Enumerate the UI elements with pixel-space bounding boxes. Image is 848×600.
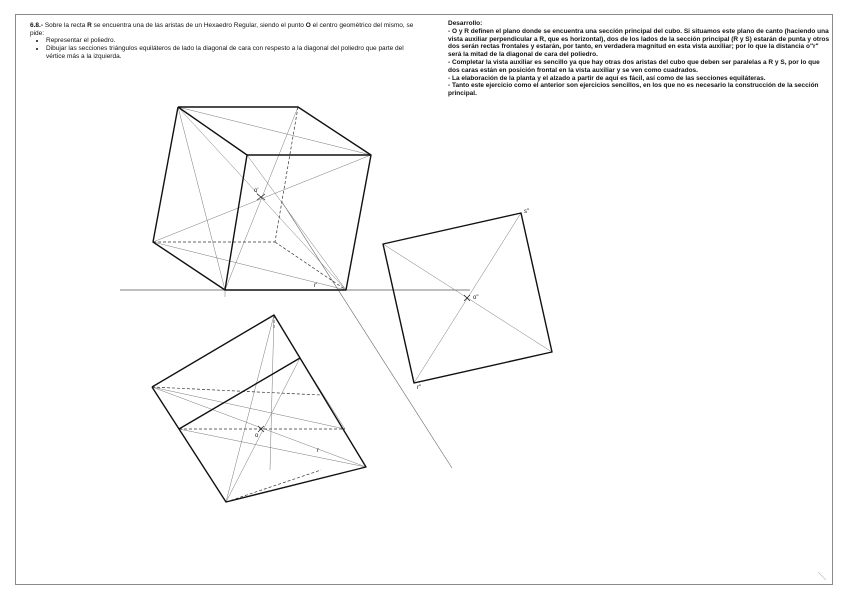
statement-intro: 6.8.- Sobre la recta R se encuentra una de las aristas de un Hexaedro Regular, siendo el punto O el centro geométrico del mismo, se pide: [30, 22, 414, 37]
development-line: - O y R definen el plano donde se encuentra una sección principal del cubo. Si situamos este plano de canto (haciendo una vista auxiliar perpendicular a R, que es horizontal), dos de los lados de la sección principal (R y S) estarán de punta y otros dos serán rectas frontales y estarán, por tanto, en verdadera magnitud en esta vista auxiliar; por lo que la distancia o"r" será la mitad de la diagonal de cara del poliedro. [448, 27, 830, 59]
exercise-number: 6.8.- [30, 22, 44, 29]
development-line: - La elaboración de la planta y el alzado a partir de aquí es fácil, así como de las secciones equiláteras. [448, 74, 766, 82]
task-item: • Representar el poliedro. [46, 37, 422, 45]
development-line: - Completar la vista auxiliar es sencillo ya que hay otras dos aristas del cubo que deben ser paralelas a R y S, por lo que dos caras están en posición frontal en la vista auxiliar y se ven como cuadrados. [448, 58, 820, 74]
label-r-elevation: r' [314, 283, 318, 289]
label-o-auxiliary: o" [473, 295, 479, 301]
label-o-plan: o [255, 433, 259, 439]
plan-view [152, 315, 366, 502]
center-o-auxiliary-marker [464, 295, 470, 301]
auxiliary-reference-line [282, 202, 452, 468]
auxiliary-view [383, 209, 552, 391]
corner-mark [818, 572, 826, 580]
label-r-auxiliary: r" [417, 385, 422, 391]
development-line: - Tanto este ejercicio como el anterior son ejercicios sencillos, en los que no es necesario la construcción de la sección principal. [448, 82, 819, 98]
label-r-plan: r [317, 448, 319, 454]
label-s-auxiliary: s" [524, 209, 530, 215]
development-title: Desarrollo: [448, 20, 483, 27]
elevation-view [153, 107, 371, 297]
center-o-plan-marker [258, 426, 264, 432]
label-o-elevation: o' [254, 188, 259, 194]
task-item: • Dibujar las secciones triángulos equiláteros de lado la diagonal de cara con respesto a la diagonal del poliedro que parte del vértice más a la izquierda. [46, 45, 422, 60]
